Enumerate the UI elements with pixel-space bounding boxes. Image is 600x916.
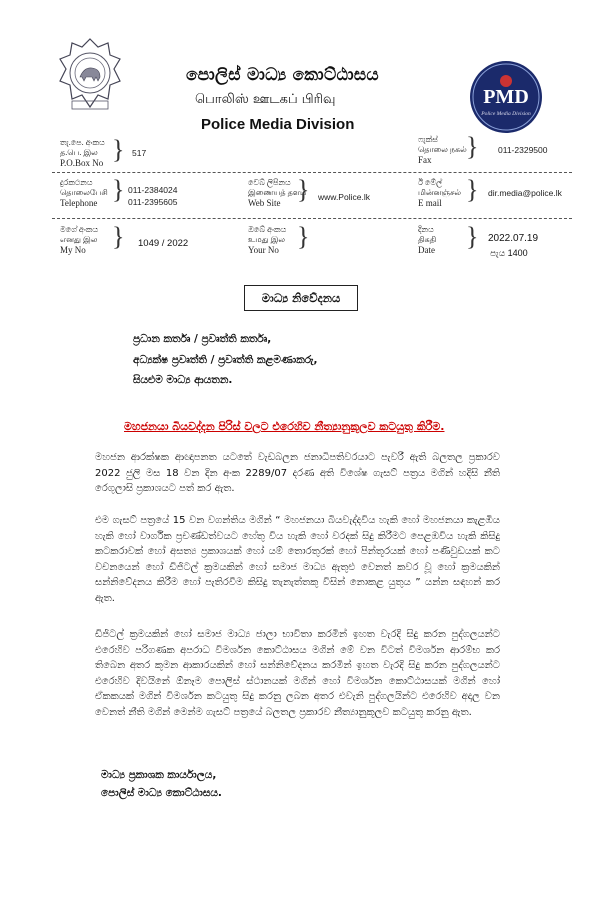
po-box-value: 517 — [132, 148, 147, 158]
pmd-logo-text: PMD — [483, 86, 529, 108]
website-label: වෙබ් ලිපිනය இணையத் தளம் Web Site — [248, 178, 307, 208]
recipient-line: සියළුම මාධ්‍ය ආයතන. — [133, 374, 233, 386]
title-tamil: பொலிஸ் ஊடகப் பிரிவு — [195, 92, 336, 107]
email-link[interactable]: dir.media@police.lk — [488, 188, 562, 198]
telephone-value: 011-2384024 011-2395605 — [128, 185, 178, 207]
website-link[interactable]: www.Police.lk — [318, 192, 370, 202]
body-paragraph: ඩිජිටල් ක්‍රමයකින් හෝ සමාජ මාධ්‍ය ජාලා භාවිතා කරමින් ඉහත වැරදි සිදු කරන පුද්ගලයන්ට එරෙහිව පරිගණක අපරාධ විමර්ශන කොට්ඨාසය මගින් මේ වන විටත් විමර්ශන ආරම්භ කර තිබෙන අතර කුමන ආකාරයකින් හෝ සන්නිවේදනය කරමින් ඉහත වැරදි සිදු කරන පුද්ගලයන්ට එරෙහිව දිවයිනේ ඕනෑම පොලිස් ස්ථානයක් මගින් හෝ විමර්ශන කොට්ඨාසයක් මගින් හෝ ඒකකයක් මගින් විමර්ශන කටයුතු සිදු කරනු ලබන අතර එවැනි පුද්ගලයින්ට එරෙහිව අදාල වන වෙනත් නීති මගින් මෙන්ම ගැසට් පත්‍රයේ බලතල ප්‍රකාරව නීත්‍යානුකූලව කටයුතු කරනු ඇත. — [95, 629, 500, 718]
title-english: Police Media Division — [201, 116, 355, 133]
body-paragraph: එම ගැසට් පත්‍රයේ 15 වන වගන්තිය මගින් “ මහජනයා බියවැද්දවිය හැකි හෝ මහජනයා කැළඹිය හැකි හෝ වාර්ගික ප්‍රචණ්ඩත්වයට හේතු විය හැකි හෝ වරදක් සිදු කිරීමට පෙළඹවිය හැකි කිසිදු කටකරාවක් හෝ අසත්‍ය ප්‍රකාශයක් හෝ යම් තොරතුරක් හෝ පින්තූරයක් හෝ පණිවුඩයක් කට වචනයෙන් හෝ ඩිජිටල් ක්‍රමයකින් හෝ සමාජ මාධ්‍ය ඇතුළු වෙනත් කවර වූ හෝ ක්‍රමයකින් සන්නිවේදනය කිරීම හෝ පැතිරවීම කිසිදු තැනැත්තකු විසින් නොකළ යුතුය ” යන්න සඳහන් කර ඇත. — [95, 515, 500, 604]
my-no-label: මගේ අංකය எனது இல My No — [60, 225, 99, 255]
telephone-label: දුරකථනය தொலைபேசி Telephone — [60, 178, 108, 208]
body-paragraph: මහජන ආරක්ෂක ආඥාපනත යටතේ වැඩබලන ජනාධිපතිවරයාට පැවරී ඇති බලතල ප්‍රකාරව 2022 ජුලි මස 18 වන දින අංක 2289/07 දරණ අති විශේෂ ගැසට් පත්‍රය මගින් හදිසි නීති රෙගුලාසි ප්‍රකාශයට පත් කර ඇත. — [95, 452, 500, 494]
signature-line: පොලිස් මාධ්‍ය කොට්ඨාසය. — [101, 787, 222, 799]
recipient-line: අධ්‍යක්ෂ ප්‍රවෘත්ති / ප්‍රවෘත්ති කළමණාකරු, — [133, 354, 318, 366]
pmd-logo-subtitle: Police Media Division — [481, 111, 531, 117]
fax-label: ෆැක්ස් தொலை நகல் Fax — [418, 135, 467, 165]
po-box-label: තැ.පෙ. අංකය த.பெ. இல P.O.Box No — [60, 138, 105, 168]
pmd-logo — [468, 59, 544, 135]
date-value: 2022.07.19 — [488, 233, 539, 244]
police-emblem — [58, 37, 122, 115]
divider — [52, 218, 572, 219]
time-value: පැය 1400 — [490, 248, 528, 258]
date-label: දිනය திகதி Date — [418, 225, 437, 255]
email-label: ඊ මේල් மின்னஞ்சல் E mail — [418, 178, 462, 208]
signature-line: මාධ්‍ය ප්‍රකාශක කාර්යාලය, — [101, 769, 217, 781]
my-no-value: 1049 / 2022 — [138, 238, 189, 249]
fax-value: 011-2329500 — [498, 145, 548, 155]
recipient-line: ප්‍රධාන කර්තෘ / ප්‍රවෘත්ති කර්තෘ, — [133, 333, 272, 345]
media-release-heading: මාධ්‍ය නිවේදනය — [244, 285, 358, 311]
divider — [52, 172, 572, 173]
subject-line: මහජනයා බියවද්දන පිරිස් වලට එරෙහිව නීත්‍යානුකූලව කටයුතු කිරීම. — [124, 420, 445, 433]
title-sinhala: පොලිස් මාධ්‍ය කොට්ඨාසය — [186, 65, 379, 85]
your-no-label: ඔබේ අංකය உமது இல Your No — [248, 225, 287, 255]
